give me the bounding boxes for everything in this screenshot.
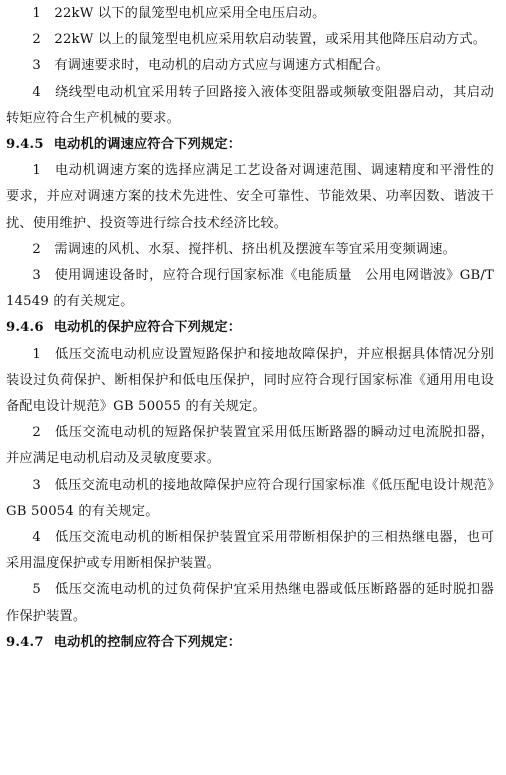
list-item: 3 使用调速设备时，应符合现行国家标准《电能质量 公用电网谐波》GB/T 14549 的有关规定。 — [6, 268, 494, 310]
clause-heading-9-4-6 — [6, 315, 494, 341]
list-item: 2 需调速的风机、水泵、搅拌机、挤出机及摆渡车等宜采用变频调速。 — [32, 241, 456, 257]
clause-number: 9.4.5 — [6, 137, 44, 153]
clause-text: 电动机的控制应符合下列规定： — [53, 634, 242, 650]
list-item: 2 22kW 以上的鼠笼型电机应采用软启动装置，或采用其他降压启动方式。 — [32, 32, 487, 48]
list-item: 5 低压交流电动机的过负荷保护宜采用热继电器或低压断路器的延时脱扣器作保护装置。 — [6, 582, 494, 624]
clause-heading-9-4-7 — [6, 630, 494, 656]
document-page — [0, 1, 506, 775]
list-item: 1 电动机调速方案的选择应满足工艺设备对调速范围、调速精度和平滑性的要求，并应对调速方案的技术先进性、安全可靠性、节能效果、功率因数、谐波干扰、使用维护、投资等进行综合技术经济比较。 — [6, 163, 494, 231]
list-item: 2 低压交流电动机的短路保护装置宜采用低压断路器的瞬动过电流脱扣器，并应满足电动机启动及灵敏度要求。 — [6, 425, 494, 467]
list-item: 1 低压交流电动机应设置短路保护和接地故障保护，并应根据具体情况分别装设过负荷保护、断相保护和低电压保护，同时应符合现行国家标准《通用用电设备配电设计规范》GB 50055 的有关规定。 — [6, 346, 494, 415]
list-item: 4 低压交流电动机的断相保护装置宜采用带断相保护的三相热继电器，也可采用温度保护或专用断相保护装置。 — [6, 530, 494, 572]
list-item: 3 有调速要求时，电动机的启动方式应与调速方式相配合。 — [32, 58, 390, 74]
list-item: 4 绕线型电动机宜采用转子回路接入液体变阻器或频敏变阻器启动，其启动转矩应符合生产机械的要求。 — [6, 84, 494, 126]
clause-text: 电动机的保护应符合下列规定： — [53, 320, 242, 336]
clause-number: 9.4.6 — [6, 320, 44, 336]
clause-heading-9-4-5 — [6, 132, 494, 158]
clause-number: 9.4.7 — [6, 634, 44, 650]
list-item: 3 低压交流电动机的接地故障保护应符合现行国家标准《低压配电设计规范》GB 50054 的有关规定。 — [6, 477, 494, 519]
list-item: 1 22kW 以下的鼠笼型电机应采用全电压启动。 — [32, 6, 326, 21]
clause-text: 电动机的调速应符合下列规定： — [53, 137, 242, 153]
